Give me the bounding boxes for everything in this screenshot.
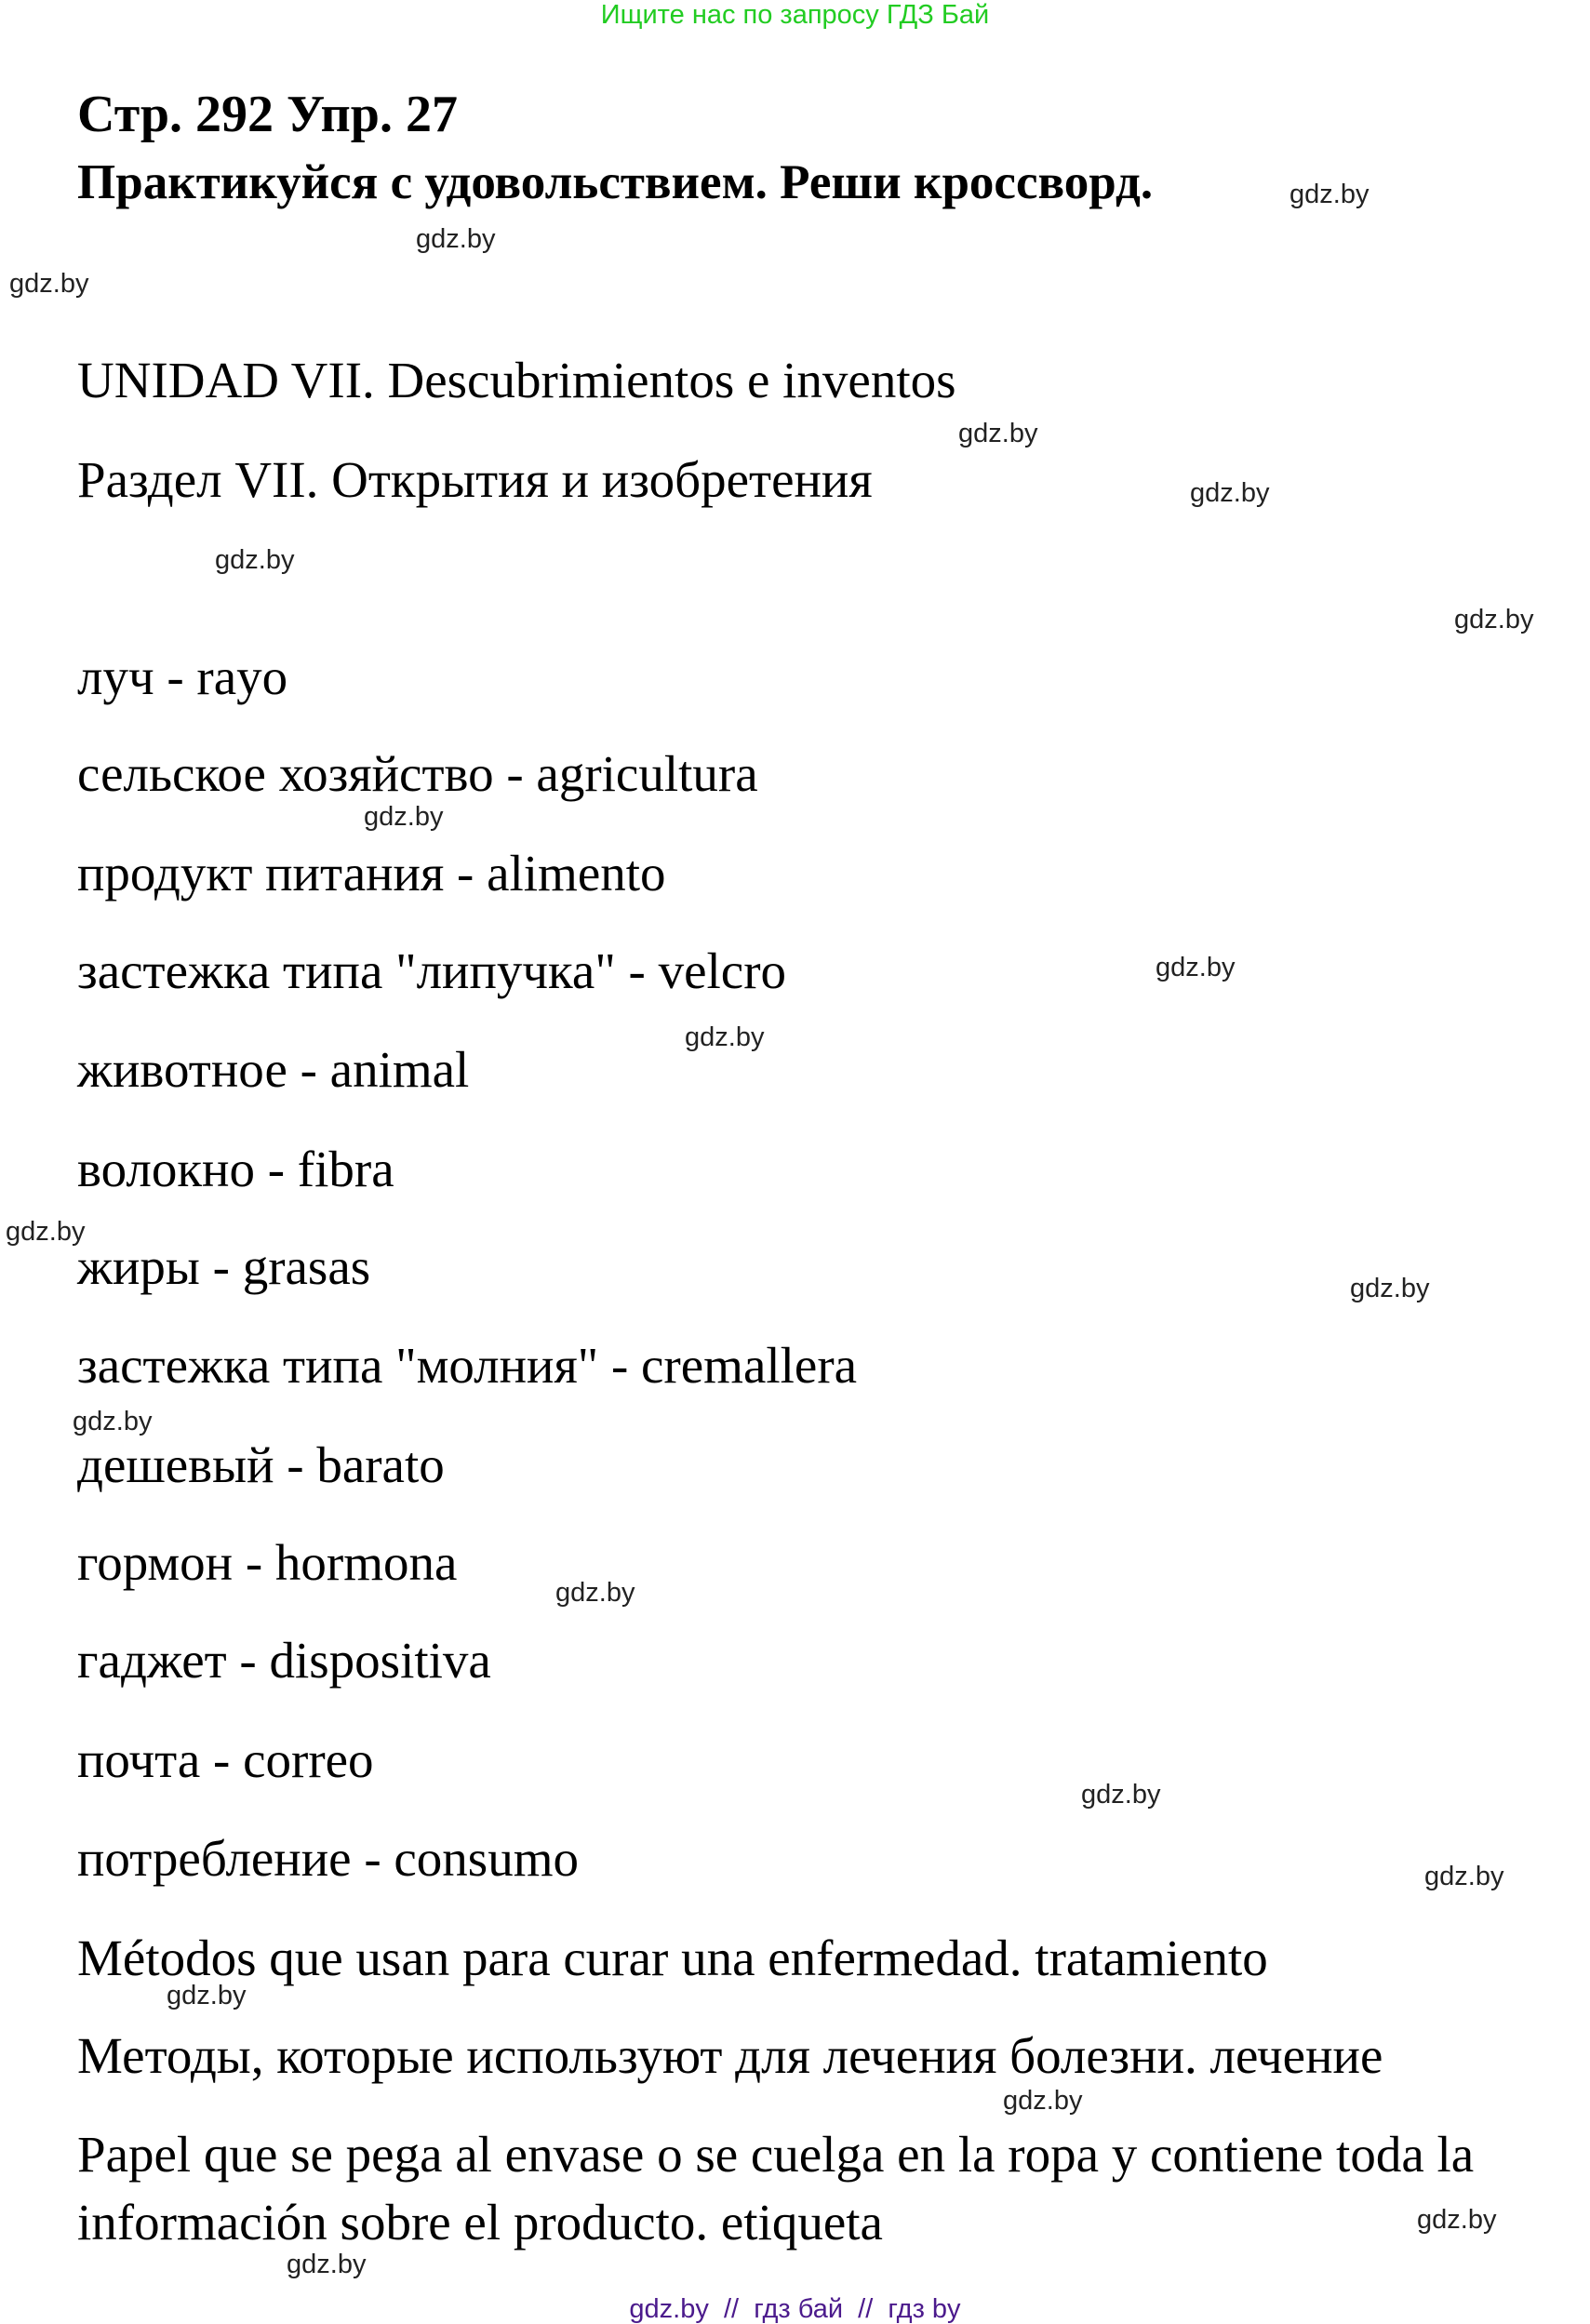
watermark: gdz.by <box>1454 605 1534 634</box>
watermark: gdz.by <box>1003 2086 1083 2116</box>
search-banner: Ищите нас по запросу ГДЗ Бай <box>600 0 990 30</box>
vocab-item: сельское хозяйство - agricultura <box>77 745 758 802</box>
vocab-item: потребление - consumo <box>77 1830 579 1887</box>
vocab-item: продукт питания - alimento <box>77 845 666 902</box>
vocab-item: животное - animal <box>77 1041 470 1098</box>
vocab-item: почта - correo <box>77 1731 374 1788</box>
vocab-item: застежка типа "липучка" - velcro <box>77 942 787 999</box>
watermark: gdz.by <box>1350 1274 1430 1303</box>
watermark: gdz.by <box>1081 1780 1161 1810</box>
watermark: gdz.by <box>287 2250 367 2279</box>
vocab-item: гормон - hormona <box>77 1534 458 1591</box>
watermark: gdz.by <box>1156 953 1236 982</box>
watermark: gdz.by <box>958 419 1038 448</box>
definition-line: Papel que se pega al envase o se cuelga en la ropa y contiene toda la <box>77 2126 1475 2183</box>
watermark: gdz.by <box>1289 180 1370 209</box>
vocab-item: луч - rayo <box>77 648 288 705</box>
unit-heading-spanish: UNIDAD VII. Descubrimientos e inventos <box>77 352 956 408</box>
watermark: gdz.by <box>555 1578 635 1608</box>
watermark: gdz.by <box>1424 1862 1504 1891</box>
watermark: gdz.by <box>685 1022 765 1052</box>
watermark: gdz.by <box>167 1981 247 2010</box>
watermark: gdz.by <box>6 1217 86 1247</box>
vocab-item: застежка типа "молния" - cremallera <box>77 1337 858 1394</box>
watermark: gdz.by <box>9 269 89 299</box>
watermark: gdz.by <box>1417 2205 1497 2235</box>
watermark: gdz.by <box>364 802 444 832</box>
vocab-item: жиры - grasas <box>77 1238 371 1295</box>
vocab-item: волокно - fibra <box>77 1141 394 1197</box>
watermark: gdz.by <box>1190 478 1270 508</box>
watermark: gdz.by <box>73 1407 153 1436</box>
watermark: gdz.by <box>416 224 496 254</box>
watermark: gdz.by <box>215 545 295 575</box>
exercise-instruction: Практикуйся с удовольствием. Реши кроссворд. <box>77 155 1154 209</box>
page-title: Стр. 292 Упр. 27 <box>77 86 458 143</box>
definition-russian: Методы, которые используют для лечения болезни. лечение <box>77 2027 1383 2084</box>
unit-heading-russian: Раздел VII. Открытия и изобретения <box>77 451 873 508</box>
vocab-item: дешевый - barato <box>77 1436 445 1493</box>
definition-spanish: Métodos que usan para curar una enfermedad. tratamiento <box>77 1930 1268 1986</box>
vocab-item: гаджет - dispositiva <box>77 1632 491 1689</box>
definition-line: información sobre el producto. etiqueta <box>77 2194 883 2251</box>
footer-links: gdz.by // гдз бай // гдз by <box>629 2294 961 2324</box>
